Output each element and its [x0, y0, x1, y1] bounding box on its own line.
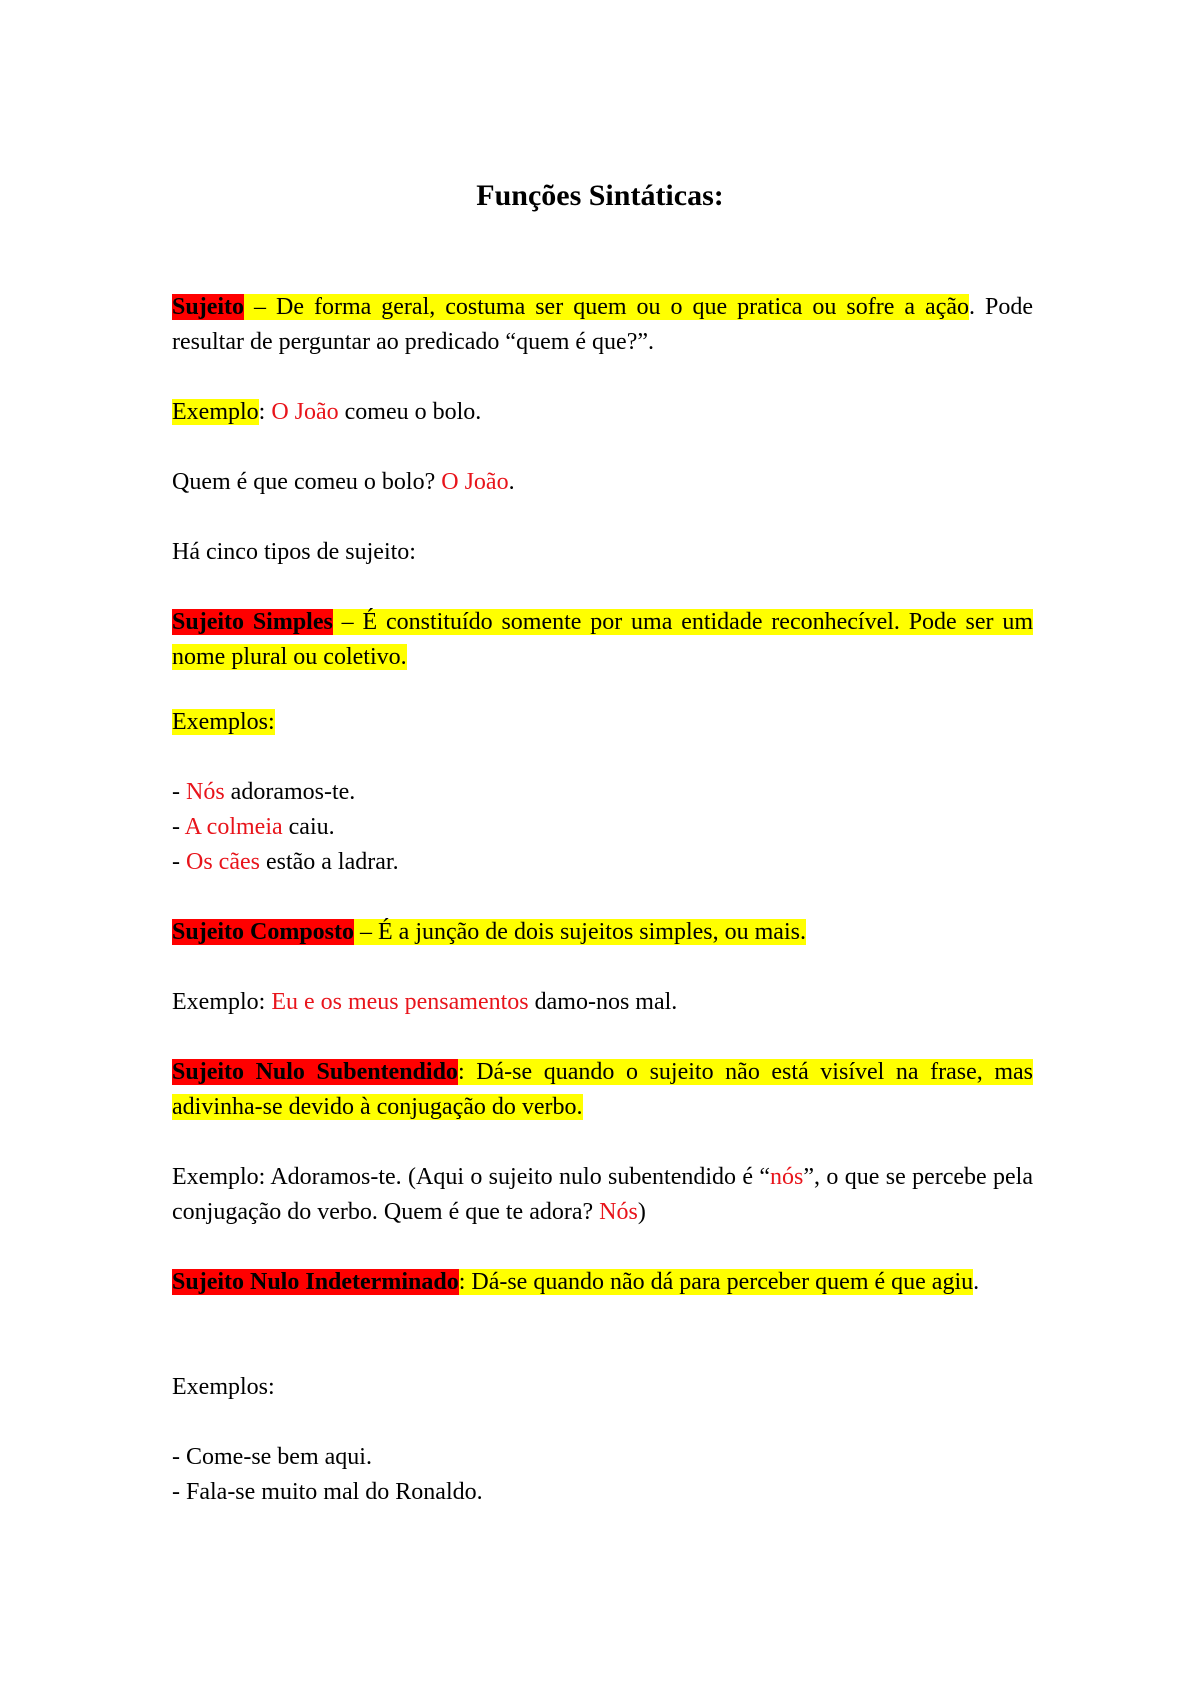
nulo-subentendido-exemplo-a: Exemplo: Adoramos-te. (Aqui o sujeito nulo subentendido é “: [172, 1164, 771, 1190]
pergunta-question: Quem é que comeu o bolo?: [172, 469, 442, 495]
exemplo-subject: O João: [271, 399, 339, 425]
composto-definition-text: – É a junção de dois sujeitos simples, ou mais.: [354, 919, 806, 945]
exemplo-rest: comeu o bolo.: [338, 399, 482, 425]
list-item-prefix: -: [172, 779, 186, 805]
list-item: [172, 810, 1033, 845]
composto-exemplo: [172, 985, 1033, 1020]
nulo-subentendido-exemplo-subject: nós: [770, 1164, 804, 1190]
nulo-subentendido-exemplo-b: ”, o que se percebe pela conjugação do verbo. Quem é que te adora?: [172, 1164, 1033, 1225]
composto-exemplo-label: Exemplo:: [172, 989, 272, 1015]
nulo-subentendido-exemplo-answer: Nós: [599, 1199, 638, 1225]
list-item: - Come-se bem aqui.: [172, 1444, 372, 1470]
sujeito-definition-text: – De forma geral, costuma ser quem ou o que pratica ou sofre a ação: [244, 294, 970, 320]
list-item: - Fala-se muito mal do Ronaldo.: [172, 1479, 483, 1505]
simples-exemplos-list: [172, 775, 1033, 880]
term-sujeito-composto: Sujeito Composto: [172, 919, 355, 945]
term-sujeito-nulo-indeterminado: Sujeito Nulo Indeterminado: [172, 1269, 459, 1295]
simples-exemplos-label-text: Exemplos:: [172, 709, 275, 735]
pergunta-answer: O João: [441, 469, 509, 495]
exemplo-sujeito: [172, 395, 1033, 430]
nulo-subentendido-definition: [172, 1055, 1033, 1125]
pergunta-end: .: [508, 469, 515, 495]
page-title: Funções Sintáticas:: [476, 179, 724, 212]
exemplo-colon: :: [258, 399, 272, 425]
term-sujeito: Sujeito: [172, 294, 244, 320]
term-sujeito-nulo-subentendido: Sujeito Nulo Subentendido: [172, 1059, 458, 1085]
nulo-indeterminado-exemplos-label: Exemplos:: [172, 1374, 275, 1400]
list-item-rest: caiu.: [282, 814, 335, 840]
pergunta-sujeito: [172, 465, 1033, 500]
list-item-rest: adoramos-te.: [224, 779, 356, 805]
list-item-subject: A colmeia: [184, 814, 283, 840]
term-sujeito-simples: Sujeito Simples: [172, 609, 333, 635]
list-item-prefix: -: [172, 849, 186, 875]
list-item-subject: Nós: [186, 779, 225, 805]
list-item: [172, 775, 1033, 810]
composto-definition: [172, 915, 1033, 950]
simples-definition-text: – É constituído somente por uma entidade reconhecível. Pode ser um nome plural ou coletivo.: [172, 609, 1034, 670]
nulo-indeterminado-definition: [172, 1265, 1033, 1300]
nulo-indeterminado-exemplos-list: [172, 1440, 1033, 1510]
nulo-subentendido-exemplo-c: ): [637, 1199, 646, 1225]
list-item-prefix: -: [172, 814, 185, 840]
sujeito-definition-tail: . Pode resultar de perguntar ao predicado “quem é que?”.: [172, 294, 1034, 355]
list-item: [172, 845, 1033, 880]
exemplo-label: Exemplo: [172, 399, 259, 425]
simples-exemplos-label: [172, 705, 1033, 740]
composto-exemplo-rest: damo-nos mal.: [528, 989, 678, 1015]
list-item-subject: Os cães: [186, 849, 260, 875]
composto-exemplo-subject: Eu e os meus pensamentos: [271, 989, 529, 1015]
nulo-subentendido-exemplo: [172, 1160, 1033, 1230]
list-item-rest: estão a ladrar.: [259, 849, 399, 875]
simples-definition: [172, 605, 1033, 675]
nulo-indeterminado-definition-tail: .: [973, 1269, 980, 1295]
sujeito-definition: [172, 290, 1033, 360]
nulo-indeterminado-definition-text: : Dá-se quando não dá para perceber quem é que agiu: [458, 1269, 974, 1295]
nulo-subentendido-definition-text: : Dá-se quando o sujeito não está visível na frase, mas adivinha-se devido à conjugação do verbo.: [172, 1059, 1034, 1120]
tipos-intro: Há cinco tipos de sujeito:: [172, 539, 416, 565]
